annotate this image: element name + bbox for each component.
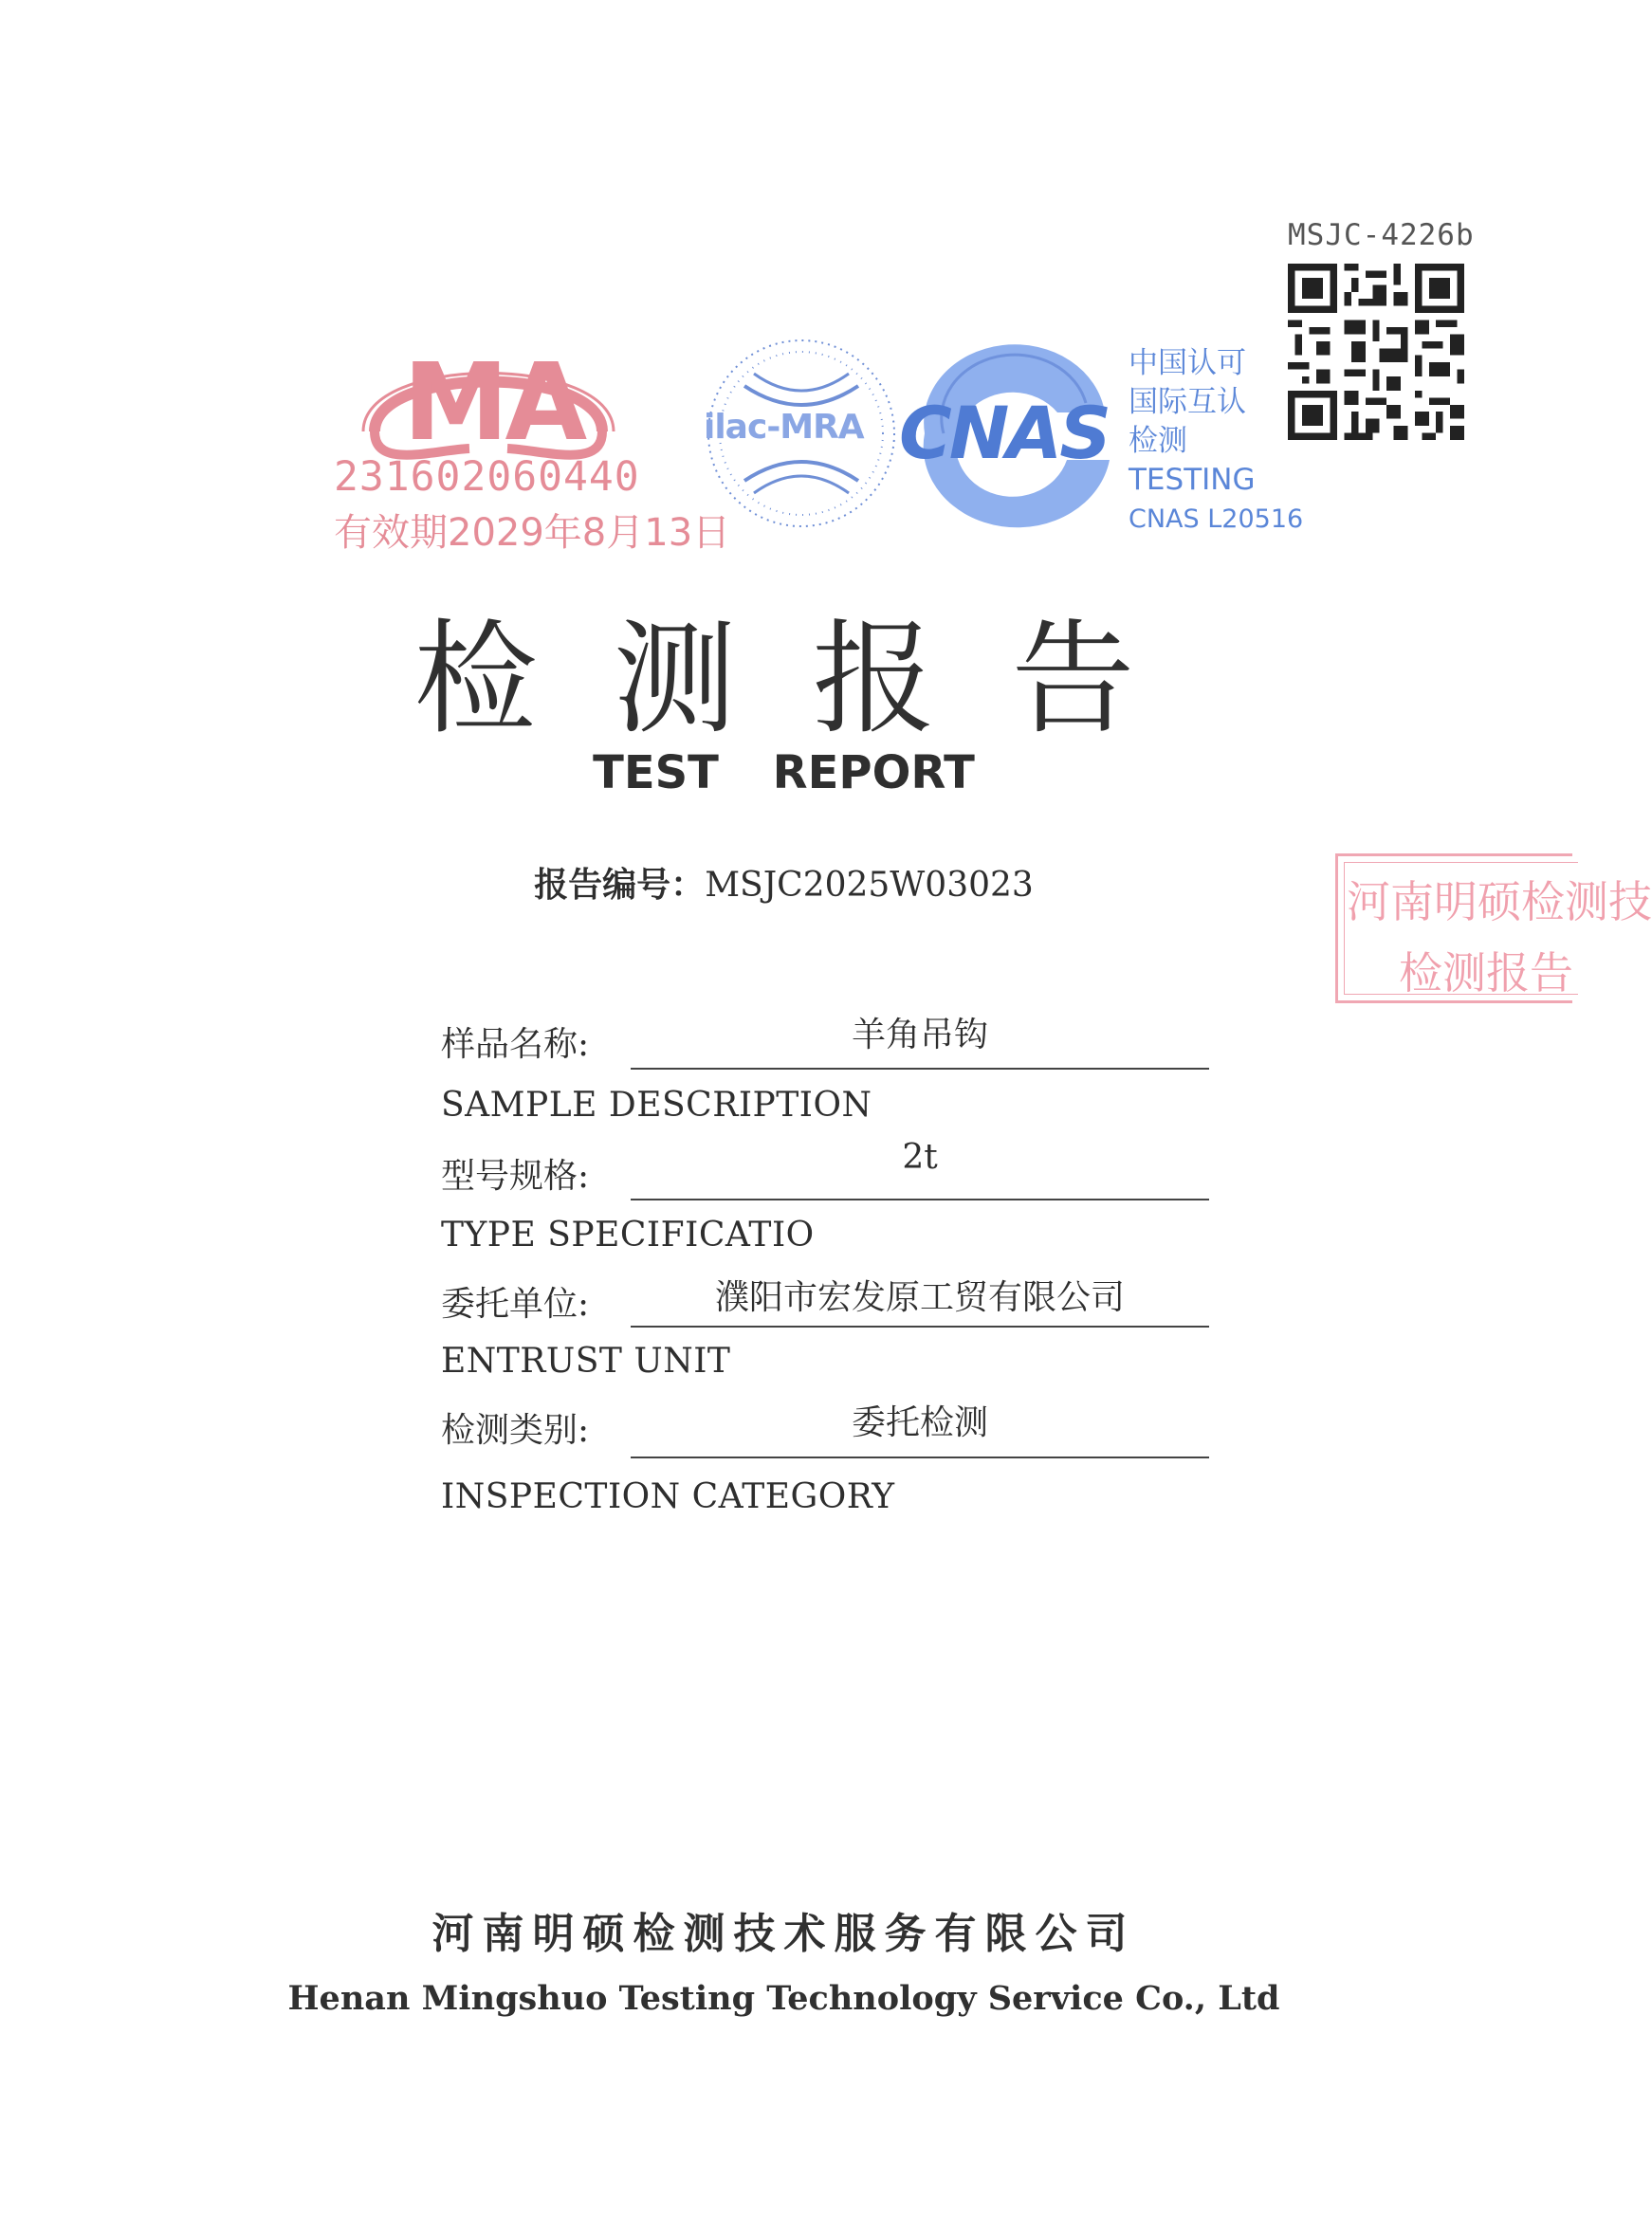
cnas-line-2: 国际互认 — [1129, 385, 1246, 419]
type-specification-label: TYPE SPECIFICATIO — [441, 1216, 815, 1255]
report-number — [0, 858, 1568, 907]
cnas-line-1: 中国认可 — [1129, 346, 1246, 380]
page-title-en: TEST REPORT — [593, 746, 975, 799]
entrust-unit-value: 濮阳市宏发原工贸有限公司 — [714, 1278, 1125, 1317]
ilac-mra-label: ilac-MRA — [704, 408, 864, 447]
field-underline — [631, 1457, 1209, 1458]
sample-name-label: 样品名称: — [441, 1025, 590, 1064]
cma-number: 231602060440 — [334, 453, 640, 501]
field-underline — [631, 1199, 1209, 1200]
sample-name-value: 羊角吊钩 — [851, 1016, 988, 1054]
inspection-category-value: 委托检测 — [851, 1403, 988, 1442]
company-name-en: Henan Mingshuo Testing Technology Service Co., Ltd — [287, 1979, 1280, 2018]
cnas-description — [1129, 344, 1303, 539]
field-underline — [631, 1068, 1209, 1070]
page-title-cn: 检测报告 — [413, 607, 1211, 751]
stamp-line-2: 检测报告 — [1399, 947, 1573, 999]
document-code: MSJC-4226b — [1288, 218, 1475, 252]
cma-letters: MA — [403, 341, 584, 465]
report-number-value: MSJC2025W03023 — [705, 866, 1034, 905]
stamp-line-1: 河南明硕检测技 — [1347, 876, 1652, 927]
sample-description-label: SAMPLE DESCRIPTION — [441, 1086, 872, 1125]
inspection-category-label: 检测类别: — [441, 1411, 590, 1450]
entrust-unit-en-label: ENTRUST UNIT — [441, 1342, 731, 1381]
company-name-cn: 河南明硕检测技术服务有限公司 — [431, 1910, 1136, 1958]
report-number-label: 报告编号： — [534, 866, 706, 905]
cnas-logo-text: CNAS — [899, 391, 1109, 475]
cnas-line-3: 检测 — [1129, 424, 1187, 458]
field-underline — [631, 1326, 1209, 1328]
qr-code-icon — [1288, 264, 1464, 440]
entrust-unit-label: 委托单位: — [441, 1285, 590, 1324]
inspection-category-en-label: INSPECTION CATEGORY — [441, 1477, 895, 1516]
type-spec-value: 2t — [902, 1138, 938, 1177]
cnas-cert-number: CNAS L20516 — [1129, 504, 1304, 534]
type-spec-label: 型号规格: — [441, 1157, 590, 1196]
cnas-line-testing: TESTING — [1129, 463, 1256, 497]
cma-validity: 有效期2029年8月13日 — [334, 511, 731, 555]
